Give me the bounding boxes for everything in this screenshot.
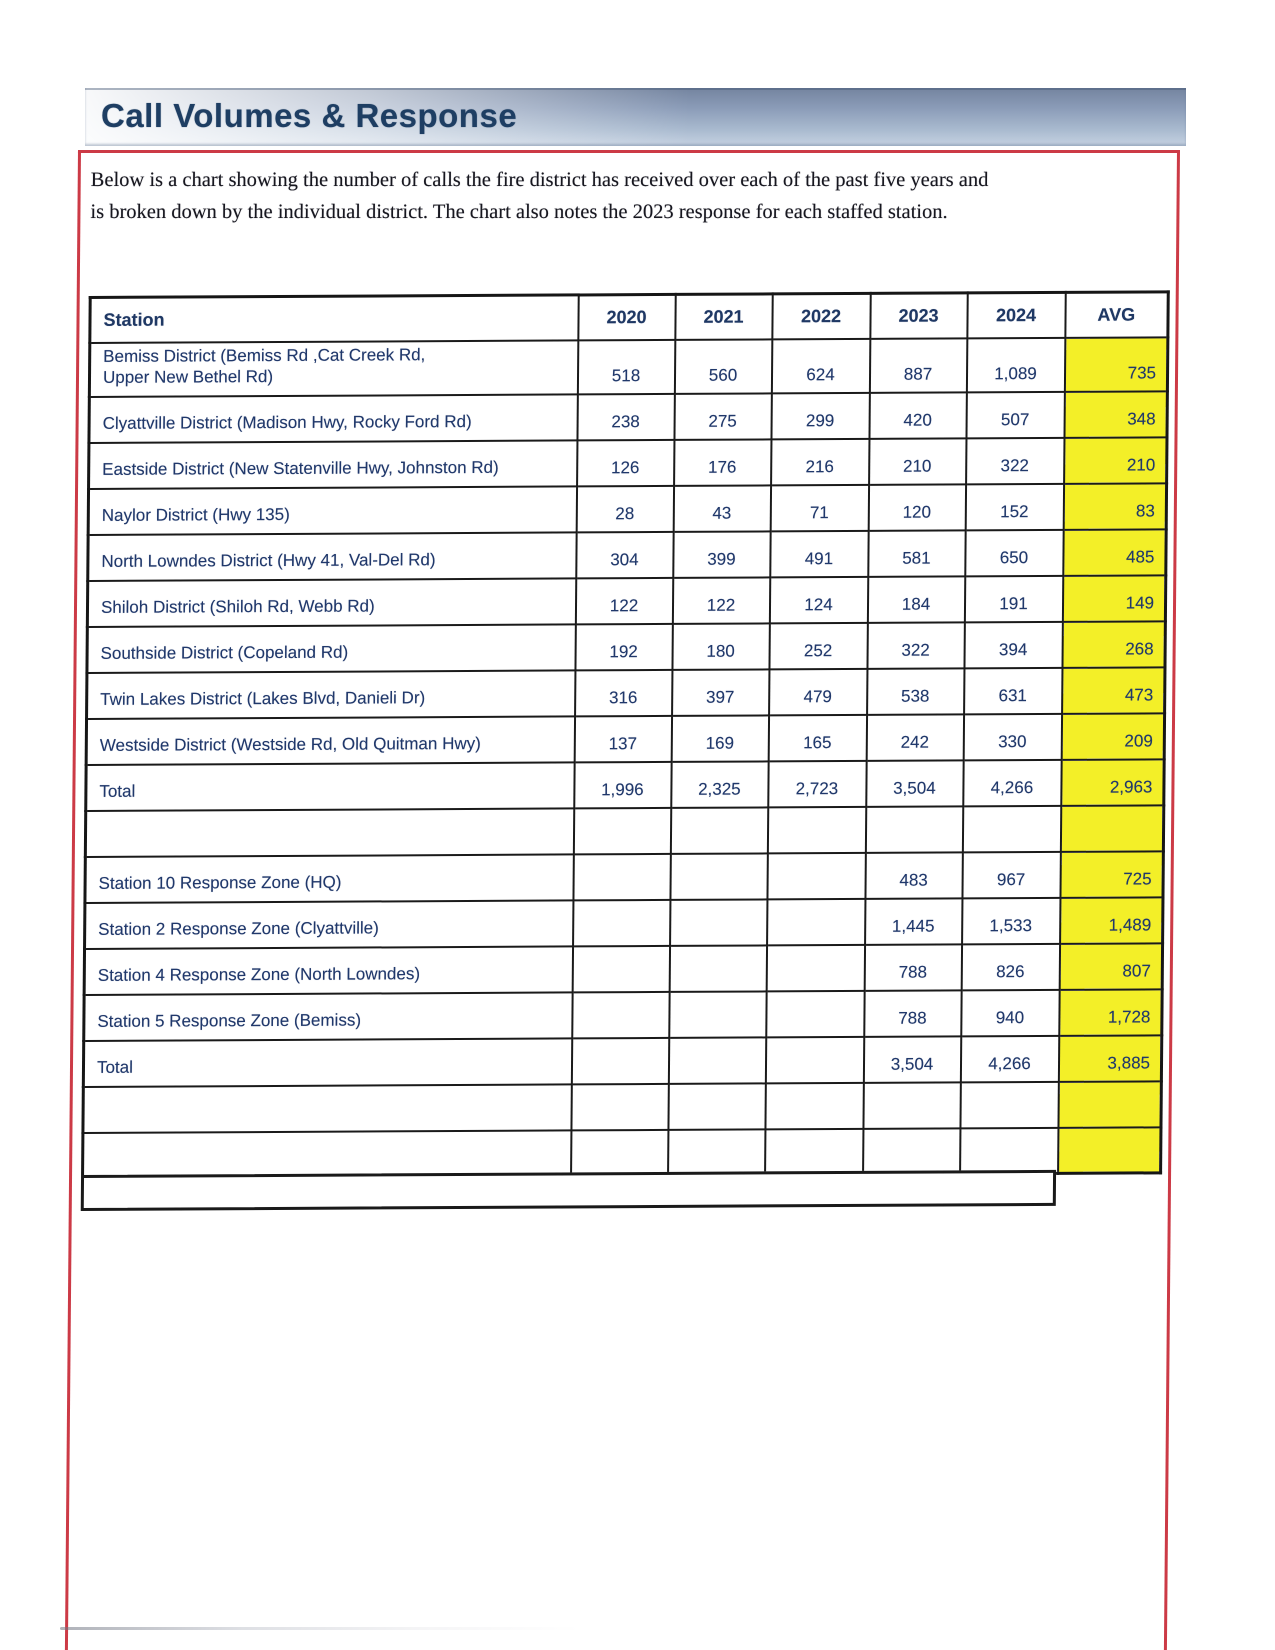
- table-row-blank: [83, 1081, 1161, 1133]
- year-value-cell: [863, 1082, 960, 1129]
- year-value-cell: [668, 1037, 765, 1084]
- year-value-cell: 4,266: [963, 759, 1061, 806]
- avg-value-cell: 725: [1060, 851, 1163, 898]
- station-label-cell: Station 4 Response Zone (North Lowndes): [84, 946, 572, 995]
- column-header-avg: AVG: [1065, 292, 1168, 338]
- year-value-cell: [571, 1037, 668, 1084]
- year-value-cell: 581: [868, 530, 965, 577]
- year-value-cell: [865, 806, 962, 853]
- table-row-district: [87, 621, 1165, 673]
- intro-paragraph: Below is a chart showing the number of calls the fire district has received over each of the past five years and is broken down by the individual district. The chart also notes the 2023 response for each staffed station.: [90, 169, 989, 223]
- avg-value-cell: 268: [1062, 621, 1165, 668]
- year-value-cell: 1,533: [962, 897, 1060, 944]
- station-label-cell: Naylor District (Hwy 135): [88, 486, 576, 535]
- year-value-cell: 967: [962, 851, 1060, 898]
- table-row-district: [88, 483, 1166, 535]
- year-value-cell: [670, 899, 767, 946]
- station-label-cell: Bemiss District (Bemiss Rd ,Cat Creek Rd, Upper New Bethel Rd): [89, 340, 577, 397]
- station-label-cell: [85, 808, 573, 857]
- year-value-cell: 43: [673, 485, 770, 532]
- year-value-cell: [669, 945, 766, 992]
- station-label-cell: Station 5 Response Zone (Bemiss): [84, 992, 572, 1041]
- year-value-cell: [573, 899, 670, 946]
- year-value-cell: [766, 990, 864, 1037]
- call-volume-table: [81, 290, 1170, 1180]
- year-value-cell: 192: [575, 623, 672, 670]
- year-value-cell: 4,266: [960, 1035, 1058, 1082]
- column-header-2023: 2023: [870, 293, 967, 339]
- year-value-cell: [572, 991, 669, 1038]
- year-value-cell: 71: [770, 484, 868, 531]
- year-value-cell: 507: [966, 391, 1064, 438]
- station-label-cell: [83, 1130, 571, 1179]
- column-header-2024: 2024: [967, 292, 1065, 338]
- station-label-cell: Eastside District (New Statenville Hwy, Johnston Rd): [89, 440, 577, 489]
- avg-value-cell: 3,885: [1058, 1035, 1161, 1082]
- station-label-cell: Southside District (Copeland Rd): [87, 624, 575, 673]
- column-header-2021: 2021: [675, 294, 772, 340]
- year-value-cell: 316: [575, 669, 672, 716]
- avg-value-cell: 807: [1059, 943, 1162, 990]
- station-label-cell: North Lowndes District (Hwy 41, Val-Del Rd): [88, 532, 576, 581]
- year-value-cell: 275: [674, 393, 771, 440]
- year-value-cell: 322: [867, 622, 964, 669]
- avg-value-cell: [1060, 805, 1163, 852]
- year-value-cell: 479: [769, 668, 867, 715]
- table-row-total: [83, 1035, 1161, 1087]
- year-value-cell: 176: [674, 439, 771, 486]
- table-row-blank: [85, 805, 1163, 857]
- avg-value-cell: 83: [1063, 483, 1166, 530]
- table-footer-strip: [81, 1170, 1056, 1211]
- year-value-cell: [573, 807, 670, 854]
- avg-value-cell: 209: [1061, 713, 1164, 760]
- year-value-cell: [765, 1128, 863, 1175]
- table-row-zone: [85, 897, 1163, 949]
- year-value-cell: [960, 1081, 1058, 1128]
- avg-value-cell: [1058, 1081, 1161, 1128]
- station-label-cell: Twin Lakes District (Lakes Blvd, Danieli Dr): [87, 670, 575, 719]
- year-value-cell: [766, 944, 864, 991]
- year-value-cell: [670, 807, 767, 854]
- avg-value-cell: 1,489: [1060, 897, 1163, 944]
- year-value-cell: 394: [964, 621, 1062, 668]
- station-label-cell: Westside District (Westside Rd, Old Quitman Hwy): [86, 716, 574, 765]
- table-row-district: [88, 529, 1166, 581]
- year-value-cell: 788: [864, 944, 961, 991]
- year-value-cell: 397: [672, 669, 769, 716]
- year-value-cell: 399: [673, 531, 770, 578]
- year-value-cell: 624: [771, 338, 869, 393]
- column-header-station: Station: [90, 295, 578, 343]
- year-value-cell: 3,504: [866, 760, 963, 807]
- table-row-zone: [85, 851, 1163, 903]
- year-value-cell: 2,723: [768, 760, 866, 807]
- table-row-zone: [84, 943, 1162, 995]
- column-header-2020: 2020: [578, 294, 675, 340]
- year-value-cell: 304: [576, 531, 673, 578]
- year-value-cell: 1,445: [865, 898, 962, 945]
- avg-value-cell: 210: [1064, 437, 1167, 484]
- year-value-cell: 238: [577, 393, 674, 440]
- table-row-district: [87, 667, 1165, 719]
- table-area: [81, 290, 1170, 1180]
- avg-value-cell: 735: [1064, 337, 1167, 392]
- year-value-cell: 191: [964, 575, 1062, 622]
- year-value-cell: 126: [577, 439, 674, 486]
- year-value-cell: 650: [965, 529, 1063, 576]
- year-value-cell: 124: [769, 576, 867, 623]
- column-header-2022: 2022: [772, 293, 870, 339]
- year-value-cell: 1,089: [966, 337, 1064, 392]
- year-value-cell: 165: [768, 714, 866, 761]
- avg-value-cell: 485: [1063, 529, 1166, 576]
- year-value-cell: 330: [963, 713, 1061, 760]
- year-value-cell: 210: [869, 438, 966, 485]
- year-value-cell: 216: [771, 438, 869, 485]
- station-label-cell: Shiloh District (Shiloh Rd, Webb Rd): [87, 578, 575, 627]
- year-value-cell: 180: [672, 623, 769, 670]
- year-value-cell: [765, 1082, 863, 1129]
- year-value-cell: 322: [966, 437, 1064, 484]
- year-value-cell: [767, 898, 865, 945]
- year-value-cell: 137: [574, 715, 671, 762]
- avg-value-cell: 348: [1064, 391, 1167, 438]
- table-header: [90, 292, 1168, 343]
- table-row-district: [87, 575, 1165, 627]
- avg-value-cell: 473: [1062, 667, 1165, 714]
- table-row-district: [89, 437, 1167, 489]
- year-value-cell: 940: [961, 989, 1059, 1036]
- year-value-cell: 420: [869, 392, 966, 439]
- table-row-district: [89, 391, 1167, 443]
- year-value-cell: 28: [576, 485, 673, 532]
- year-value-cell: 887: [869, 338, 966, 393]
- year-value-cell: 1,996: [574, 761, 671, 808]
- avg-value-cell: 2,963: [1061, 759, 1164, 806]
- year-value-cell: 252: [769, 622, 867, 669]
- year-value-cell: 242: [866, 714, 963, 761]
- avg-value-cell: [1058, 1127, 1161, 1174]
- station-label-cell: Station 10 Response Zone (HQ): [85, 854, 573, 903]
- year-value-cell: [960, 1127, 1058, 1174]
- year-value-cell: 2,325: [671, 761, 768, 808]
- table-row-total: [86, 759, 1164, 811]
- scan-border-box: [64, 150, 1180, 1650]
- station-label-cell: [83, 1084, 571, 1133]
- year-value-cell: 122: [575, 577, 672, 624]
- station-label-cell: Station 2 Response Zone (Clyattville): [85, 900, 573, 949]
- page-title: Call Volumes & Response: [101, 97, 518, 134]
- year-value-cell: 483: [865, 852, 962, 899]
- year-value-cell: [571, 1083, 668, 1130]
- year-value-cell: [765, 1036, 863, 1083]
- table-body: [83, 337, 1168, 1179]
- year-value-cell: [863, 1128, 960, 1175]
- year-value-cell: [571, 1129, 668, 1176]
- year-value-cell: 491: [770, 530, 868, 577]
- station-label-cell: Total: [86, 762, 574, 811]
- year-value-cell: [668, 1129, 765, 1176]
- year-value-cell: 152: [965, 483, 1063, 530]
- year-value-cell: [670, 853, 767, 900]
- avg-value-cell: 1,728: [1059, 989, 1162, 1036]
- year-value-cell: 299: [771, 392, 869, 439]
- year-value-cell: 122: [672, 577, 769, 624]
- year-value-cell: [767, 852, 865, 899]
- year-value-cell: [572, 945, 669, 992]
- station-label-cell: Total: [83, 1038, 571, 1087]
- year-value-cell: 788: [864, 990, 961, 1037]
- year-value-cell: 3,504: [863, 1036, 960, 1083]
- year-value-cell: 538: [867, 668, 964, 715]
- table-row-district: [89, 337, 1168, 397]
- year-value-cell: 169: [671, 715, 768, 762]
- year-value-cell: [573, 853, 670, 900]
- year-value-cell: 184: [867, 576, 964, 623]
- table-row-district: [86, 713, 1164, 765]
- year-value-cell: 560: [674, 339, 771, 394]
- year-value-cell: [962, 805, 1060, 852]
- year-value-cell: [669, 991, 766, 1038]
- year-value-cell: 518: [577, 339, 674, 394]
- table-row-zone: [84, 989, 1162, 1041]
- station-label-cell: Clyattville District (Madison Hwy, Rocky Ford Rd): [89, 394, 577, 443]
- year-value-cell: [668, 1083, 765, 1130]
- year-value-cell: [767, 806, 865, 853]
- year-value-cell: 120: [868, 484, 965, 531]
- year-value-cell: 826: [961, 943, 1059, 990]
- scan-smudge-artifact: [60, 1627, 580, 1630]
- avg-value-cell: 149: [1062, 575, 1165, 622]
- section-header-bar: [85, 88, 1186, 146]
- year-value-cell: 631: [964, 667, 1062, 714]
